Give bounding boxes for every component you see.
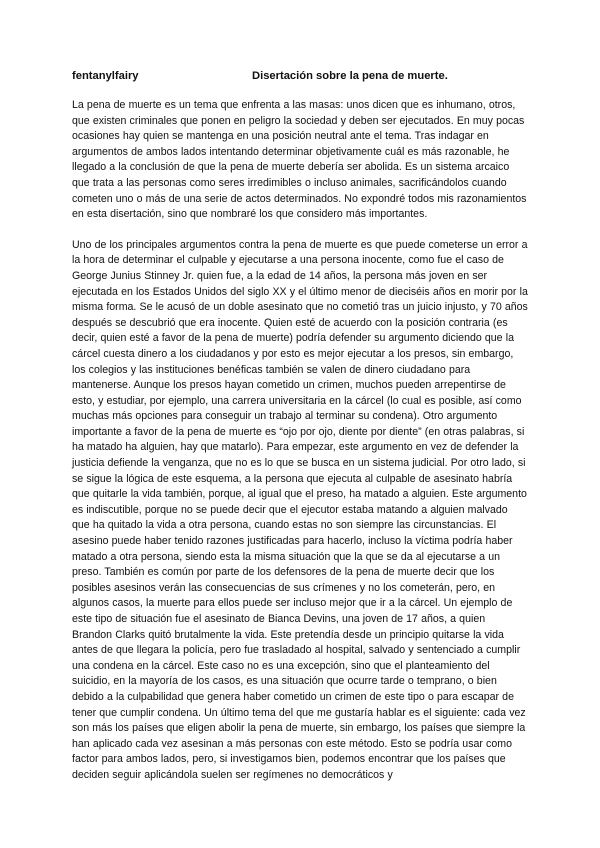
intro-paragraph: La pena de muerte es un tema que enfrenta a las masas: unos dicen que es inhumano, otros, que existen criminales que ponen en peligro la sociedad y deben ser ejecutados. En muy pocas ocasiones hay quien se mantenga en una posición neutral ante el tema. Tras indagar en argumentos de ambos lados intentando determinar objetivamente cuál es más razonable, he llegado a la conclusión de que la pena de muerte debería ser abolida. Es un sistema arcaico que trata a las personas como seres irredimibles o incluso animales, sacrificándolos cuando cometen uno o más de una serie de actos determinados. No expondré todos mis razonamientos en esta disertación, sino que nombraré los que considero más importantes. [72, 99, 527, 221]
document-title: Disertación sobre la pena de muerte. [252, 70, 448, 82]
author-name: fentanylfairy [72, 70, 139, 82]
document-header [72, 70, 528, 86]
document-body [72, 98, 528, 799]
arguments-paragraph: Uno de los principales argumentos contra la pena de muerte es que puede cometerse un error a la hora de determinar el culpable y ejecutarse a una persona inocente, como fue el caso de George Junius Stinney Jr. quien fue, a la edad de 14 años, la persona más joven en ser ejecutada en los Estados Unidos del siglo XX y el último menor de dieciséis años en morir por la misma forma. Se le acusó de un doble asesinato que no cometió tras un juicio injusto, y 70 años después se descubrió que era inocente. Quien esté de acuerdo con la posición contraria (es decir, quien esté a favor de la pena de muerte) podría defender su argumento diciendo que la cárcel cuesta dinero a los ciudadanos y por esto es mejor ejecutar a los presos, sin embargo, los colegios y las instituciones benéficas también se valen de dinero ciudadano para mantenerse. Aunque los presos hayan cometido un crimen, muchos pueden arrepentirse de esto, y estudiar, por ejemplo, una carrera universitaria en la cárcel (lo cual es posible, así como muchas más opciones para conseguir un trabajo al terminar su condena). Otro argumento importante a favor de la pena de muerte es “ojo por ojo, diente por diente” (en otras palabras, si ha matado ha alguien, hay que matarlo). Para empezar, este argumento en vez de defender la justicia defiende la venganza, que no es lo que se busca en un sistema judicial. Por otro lado, si se sigue la lógica de este esquema, a la persona que ejecuta al culpable de asesinato habría que quitarle la vida también, porque, al igual que el preso, ha matado a alguien. Este argumento es indiscutible, porque no se puede decir que el ejecutor estaba matando a alguien malvado que ha quitado la vida a otra persona, cuando estas no son siempre las circunstancias. El asesino puede haber tenido razones justificadas para hacerlo, incluso la víctima podría haber matado a otra persona, siendo esta la misma situación que la que se da al ejecutarse a un preso. También es común por parte de los defensores de la pena de muerte decir que los posibles asesinos verán las consecuencias de sus crímenes y no los cometerán, pero, en algunos casos, la muerte para ellos puede ser incluso mejor que ir a la cárcel. Un ejemplo de este tipo de situación fue el asesinato de Bianca Devins, una joven de 17 años, a quien Brandon Clarks quitó brutalmente la vida. Este pretendía desde un principio quitarse la vida antes de que llegara la policía, pero fue trasladado al hospital, salvado y sentenciado a cumplir una condena en la cárcel. Este caso no es una excepción, sino que el planteamiento del suicidio, en la mayoría de los casos, es una situación que ocurre tarde o temprano, o bien debido a la culpabilidad que genera haber cometido un crimen de este tipo o para escapar de tener que cumplir condena. Un último tema del que me gustaría hablar es el siguiente: cada vez son más los países que eligen abolir la pena de muerte, sin embargo, los países que siempre la han aplicado cada vez asesinan a más personas con este método. Esto se podría usar como factor para ambos lados, pero, si investigamos bien, podemos encontrar que los países que deciden seguir aplicándola suelen ser regímenes no democráticos y [72, 238, 528, 781]
